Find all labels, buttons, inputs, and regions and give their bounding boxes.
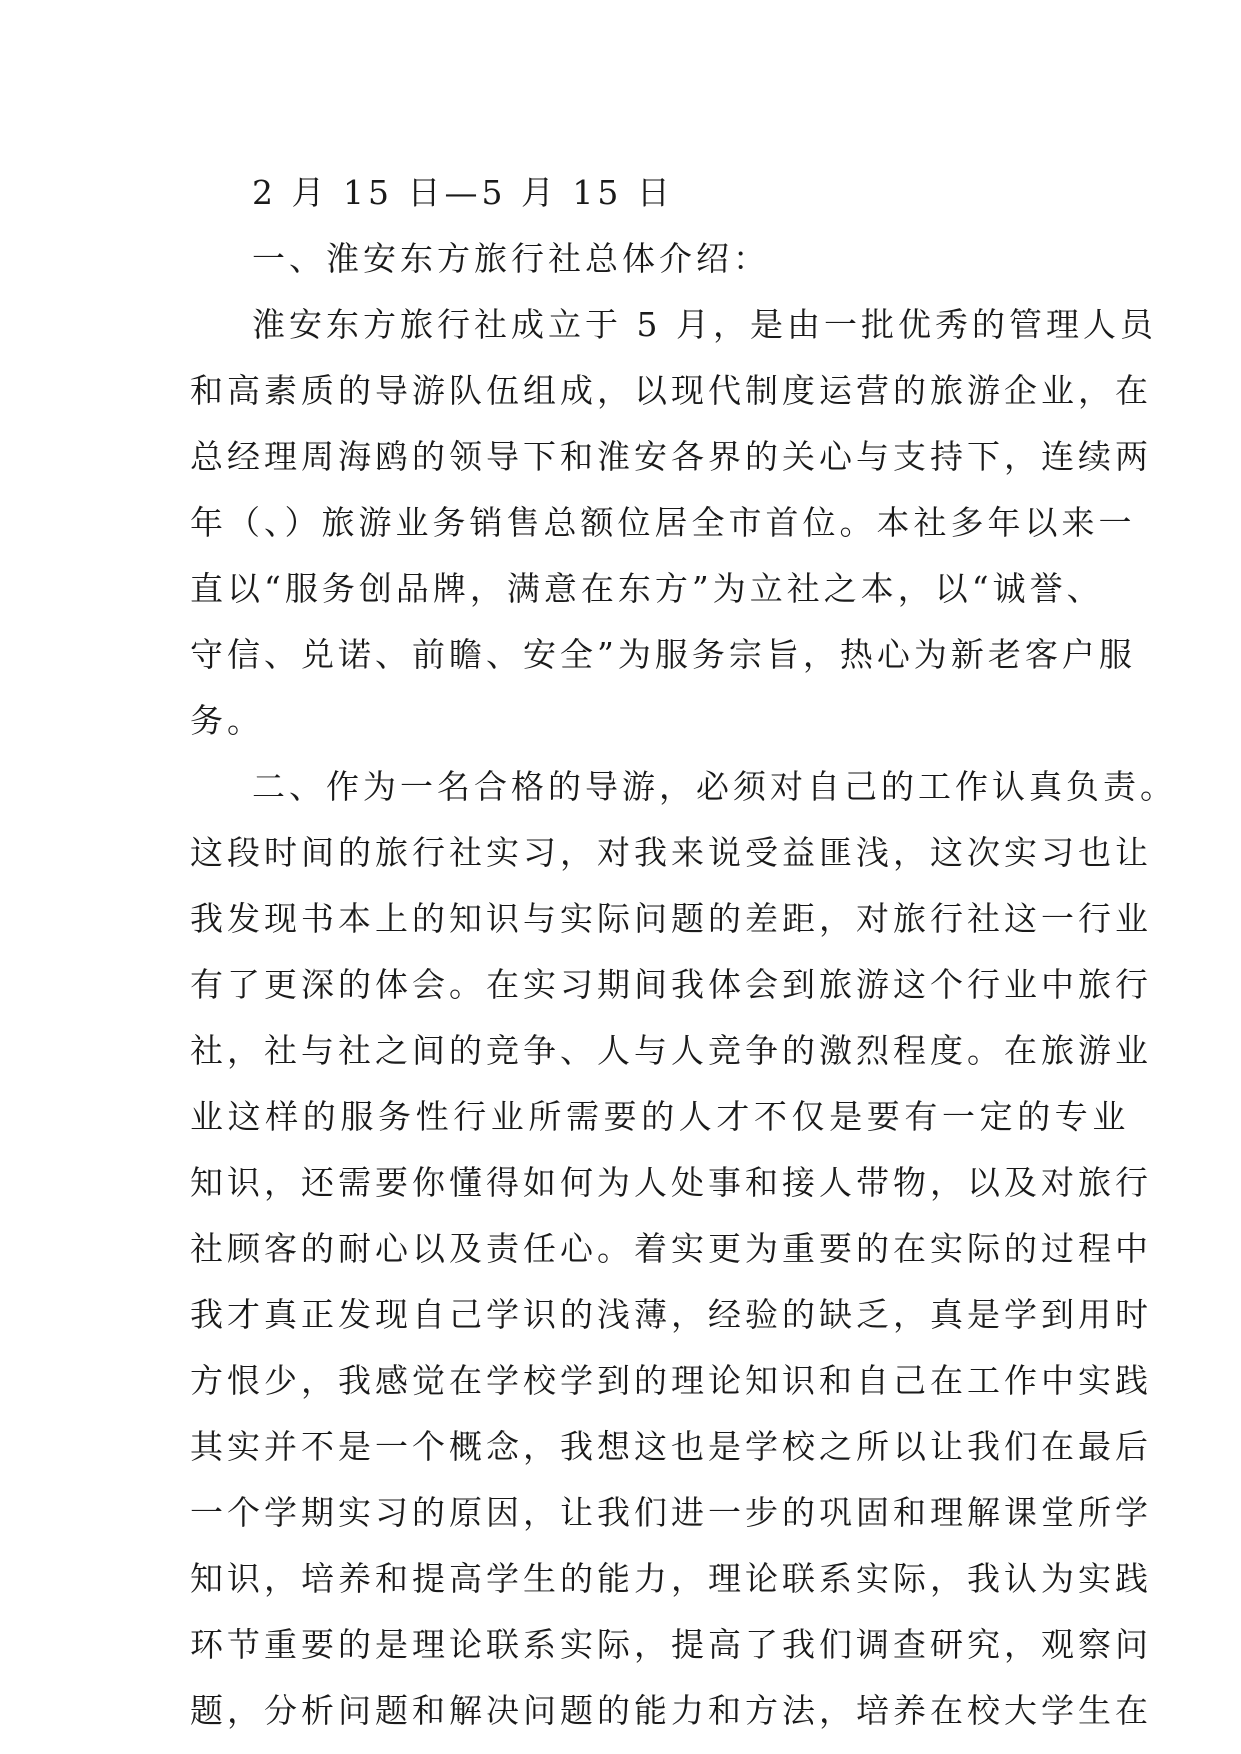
paragraph-2-line: 一个学期实习的原因，让我们进一步的巩固和理解课堂所学 [190,1493,1152,1532]
paragraph-2-line: 其实并不是一个概念，我想这也是学校之所以让我们在最后 [190,1427,1152,1466]
paragraph-2-line: 社顾客的耐心以及责任心。着实更为重要的在实际的过程中 [190,1229,1152,1268]
paragraph-1-line: 和高素质的导游队伍组成，以现代制度运营的旅游企业，在 [190,371,1152,410]
paragraph-1-line: 总经理周海鸥的领导下和淮安各界的关心与支持下，连续两 [190,437,1152,476]
paragraph-2-line: 知识，培养和提高学生的能力，理论联系实际，我认为实践 [190,1559,1152,1598]
paragraph-2-line: 二、作为一名合格的导游，必须对自己的工作认真负责。 [252,767,1177,806]
paragraph-2-line: 业这样的服务性行业所需要的人才不仅是要有一定的专业 [190,1097,1130,1136]
paragraph-1-line: 淮安东方旅行社成立于 5 月，是由一批优秀的管理人员 [252,305,1157,344]
paragraph-2-line: 我才真正发现自己学识的浅薄，经验的缺乏，真是学到用时 [190,1295,1152,1334]
paragraph-2-line: 社，社与社之间的竞争、人与人竞争的激烈程度。在旅游业 [190,1031,1152,1070]
paragraph-2-line: 我发现书本上的知识与实际问题的差距，对旅行社这一行业 [190,899,1152,938]
paragraph-2-line: 题，分析问题和解决问题的能力和方法，培养在校大学生在 [190,1691,1152,1730]
paragraph-1-line: 守信、兑诺、前瞻、安全”为服务宗旨，热心为新老客户服 [190,635,1136,674]
date-range-line: 2 月 15 日—5 月 15 日 [252,173,674,212]
paragraph-2-line: 环节重要的是理论联系实际，提高了我们调查研究，观察问 [190,1625,1152,1664]
paragraph-1-line: 务。 [190,701,264,740]
document-body [190,160,1177,1744]
paragraph-1-line: 年（、）旅游业务销售总额位居全市首位。本社多年以来一 [190,503,1136,542]
paragraph-2-line: 这段时间的旅行社实习，对我来说受益匪浅，这次实习也让 [190,833,1152,872]
paragraph-2-line: 有了更深的体会。在实习期间我体会到旅游这个行业中旅行 [190,965,1152,1004]
section-heading-1: 一、淮安东方旅行社总体介绍： [252,239,770,278]
paragraph-2-line: 方恨少，我感觉在学校学到的理论知识和自己在工作中实践 [190,1361,1152,1400]
paragraph-2-line: 知识，还需要你懂得如何为人处事和接人带物，以及对旅行 [190,1163,1152,1202]
paragraph-1-line: 直以“服务创品牌，满意在东方”为立社之本，以“诚誉、 [190,569,1104,608]
